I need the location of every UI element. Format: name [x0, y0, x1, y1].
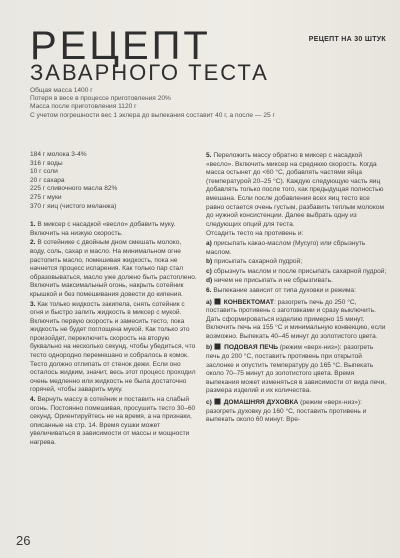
right-column — [206, 151, 388, 425]
option-letter: a) — [206, 239, 212, 247]
left-column — [30, 151, 198, 448]
ingredient-item: 225 г сливочного масла 82% — [30, 185, 118, 193]
option-text: присыпать какао-маслом (Мусуго) или сбрызнуть маслом. — [206, 239, 366, 256]
step-text: В миксер с насадкой «весло» добавить муку. Включить на низкую скорость. — [30, 221, 176, 237]
oven-title: КОНВЕКТОМАТ — [223, 298, 274, 306]
meta-line: Общая масса 1400 г — [30, 87, 93, 94]
oven-letter: a) — [206, 298, 212, 306]
option-text: присыпать сахарной пудрой; — [214, 258, 303, 266]
option-letter: c) — [206, 267, 212, 275]
option-text: сбрызнуть маслом и после присыпать сахарной пудрой; — [213, 267, 387, 275]
square-bullet-icon — [214, 398, 221, 405]
step-6 — [206, 287, 388, 296]
step-text: Как только жидкость закипела, снять сотейник с огня и быстро залить жидкость в миксер с мукой. Включить первую скорость и замесить тесто, пока жидкость не будет поглощена мукой. Как только это произойдет, переключить скорость на вторую буквально на несколько секунд, чтобы убедиться, что тесто однородно перемешано и собралось в комок. Тесто должно отлипать от стенок дежи. Если оно осталось жидким, значит, весь этот процесс проходил очень медленно или жидкость не была достаточно горячей, чтобы заварить муку. — [30, 300, 196, 394]
page-title: РЕЦЕПТ — [30, 24, 211, 68]
step-text: Выпекание зависит от типа духовки и режима: — [213, 286, 356, 294]
step-text: Переложить массу обратно в миксер с насадкой «весло». Включить миксер на среднюю скорость. Когда масса остынет до <60 °C, добавлять частями яйца (температурой 20–25 °C). Каждую следующую часть яиц добавлять только после того, как предыдущая полностью вмешана. Если после добавления всех яиц тесто все равно остается очень густым, разбавить теплым молоком до нужной консистенции. Далее выбрать одну из следующих опций для теста. — [206, 152, 384, 228]
oven-letter: b) — [206, 344, 213, 352]
meta-line: Потеря в весе в процессе приготовления 20% — [30, 95, 171, 103]
oven-b: b) ПОДОВАЯ ПЕЧЬ (режим «верх-низ»): разогреть печь до 200 °C, поставить противень при открытой заслонке и опустить температуру до 165 °C. Выпекать около 70–75 минут до золотистого цвета. Время выпекания может изменяться в зависимости от вида печи, размера изделий и их количества. — [206, 344, 387, 395]
oven-mode: (режим «верх-низ») — [279, 344, 340, 352]
option-letter: b) — [206, 258, 213, 266]
option-text: ничем не присыпать и не сбрызгивать. — [214, 277, 333, 285]
options-intro: Отсадить тесто на противень и: — [206, 230, 304, 238]
step-number: 2. — [30, 239, 36, 247]
step-number: 5. — [206, 152, 212, 159]
option-a — [206, 240, 388, 257]
step-1 — [30, 221, 198, 238]
option-c — [206, 268, 388, 277]
option-d — [206, 277, 388, 286]
oven-letter: c) — [206, 399, 212, 407]
option-letter: d) — [206, 277, 213, 285]
step-5 — [206, 152, 388, 229]
ingredient-list — [30, 151, 198, 211]
oven-text: разогреть печь до 250 °C, поставить противень с заготовками и сразу выключить. Дать сформироваться изделию примерно 15 минут. Включить печь на 155 °C и минимальную конвекцию, если возможно. Выпекать 40–45 минут до золотистого цвета. — [206, 298, 386, 340]
page-number: 26 — [16, 533, 31, 548]
step-4 — [30, 396, 198, 448]
running-head: РЕЦЕПТ НА 30 ШТУК — [308, 36, 386, 43]
step-3 — [30, 301, 198, 396]
oven-text: разогреть печь до 200 °C, поставить противень при открытой заслонке и опустить температуру до 165 °C. Выпекать около 70–75 минут до золотистого цвета. Время выпекания может изменяться в зависимости от вида печи, размера изделий и их количества. — [206, 344, 387, 395]
oven-mode: (режим «верх-низ») — [300, 399, 361, 407]
ingredient-item: 275 г муки — [30, 193, 62, 201]
step-text: В сотейнике с двойным дном смешать молоко, воду, соль, сахар и масло. На минимальном огне растопить масло, помешивая жидкость, пока не начнется процесс испарения. Как только пар стал образовываться, масло уже должно быть растоплено. Включить максимальный огонь, накрыть сотейник крышкой и без помешивания довести до кипения. — [30, 239, 197, 298]
ingredient-item: 20 г сахара — [30, 176, 65, 184]
oven-a: a) КОНВЕКТОМАТ: разогреть печь до 250 °C, поставить противень с заготовками и сразу выключить. Дать сформироваться изделию примерно 15 минут. Включить печь на 155 °C и минимальную конвекцию, если возможно. Выпекать 40–45 минут до золотистого цвета. — [206, 298, 386, 340]
step-text: Вернуть массу в сотейник и поставить на слабый огонь. Постоянно помешивая, просушить тесто 30–60 секунд. Ориентируйтесь не на время, а на признаки, описанные на стр. 14. Время сушки может увеличиваться в зависимости от массы и мощности нагрева. — [30, 396, 196, 446]
step-number: 4. — [30, 396, 36, 404]
oven-c: c) ДОМАШНЯЯ ДУХОВКА (режим «верх-низ»): разогреть духовку до 160 °C, поставить противень и выпекать около 60 минут. Вре- — [206, 399, 367, 424]
step-number: 1. — [30, 221, 36, 229]
step-number: 3. — [30, 300, 36, 308]
step-2 — [30, 239, 198, 299]
square-bullet-icon — [214, 343, 221, 350]
oven-title: ПОДОВАЯ ПЕЧЬ — [224, 344, 278, 352]
oven-title: ДОМАШНЯЯ ДУХОВКА — [223, 399, 299, 407]
meta-line: С учетом погрешности вес 1 эклера до выпекания составит 40 г, а после — 25 г — [30, 111, 275, 119]
recipe-meta — [30, 87, 360, 120]
page-subtitle: ЗАВАРНОГО ТЕСТА — [30, 60, 269, 85]
ingredient-item: 10 г соли — [30, 168, 58, 176]
ingredient-item: 316 г воды — [30, 159, 63, 167]
ingredient-item: 370 г яиц (чистого меланжа) — [30, 202, 117, 210]
square-bullet-icon — [214, 298, 221, 305]
meta-line: Масса после приготовления 1120 г — [30, 103, 137, 111]
ingredient-item: 184 г молока 3-4% — [30, 151, 87, 158]
step-number: 6. — [206, 286, 212, 294]
option-b — [206, 258, 388, 267]
oven-text: разогреть духовку до 160 °C, поставить противень и выпекать около 60 минут. Вре- — [206, 407, 367, 424]
